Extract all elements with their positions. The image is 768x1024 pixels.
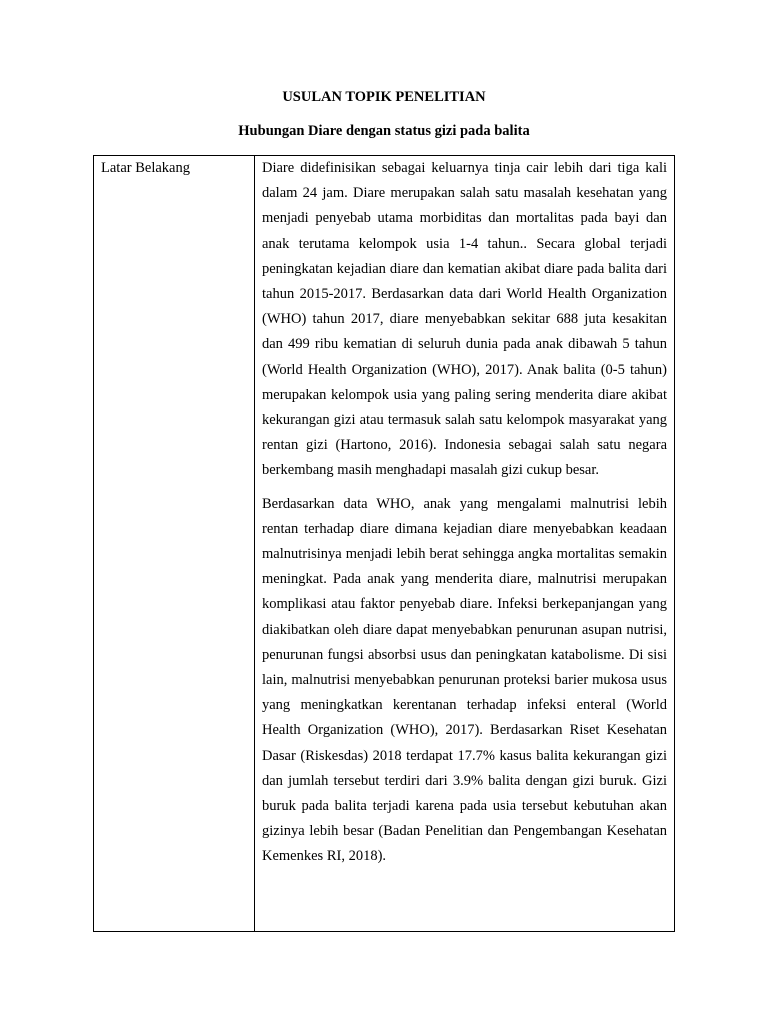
table-row [94,156,675,932]
paragraph-2: Berdasarkan data WHO, anak yang mengalami malnutrisi lebih rentan terhadap diare dimana kejadian diare menyebabkan keadaan malnutrisinya menjadi lebih berat sehingga angka mortalitas semakin meningkat. Pada anak yang menderita diare, malnutrisi merupakan komplikasi atau faktor penyebab diare. Infeksi berkepanjangan yang diakibatkan oleh diare dapat menyebabkan penurunan asupan nutrisi, penurunan fungsi absorbsi usus dan peningkatan katabolisme. Di sisi lain, malnutrisi menyebabkan penurunan proteksi barier mukosa usus yang meningkatkan kerentanan terhadap infeksi enteral (World Health Organization (WHO), 2017). Berdasarkan Riset Kesehatan Dasar (Riskesdas) 2018 terdapat 17.7% kasus balita kekurangan gizi dan jumlah tersebut terdiri dari 3.9% balita dengan gizi buruk. Gizi buruk pada balita terjadi karena pada usia tersebut kebutuhan akan gizinya lebih besar (Badan Penelitian dan Pengembangan Kesehatan Kemenkes RI, 2018). [262,495,667,865]
section-label-cell: Latar Belakang [94,156,255,932]
section-content-cell [255,156,675,932]
research-topic-table [93,155,675,932]
paragraph-1: Diare didefinisikan sebagai keluarnya tinja cair lebih dari tiga kali dalam 24 jam. Diare merupakan salah satu masalah kesehatan yang menjadi penyebab utama morbiditas dan mortalitas pada bayi dan anak terutama kelompok usia 1-4 tahun.. Secara global terjadi peningkatan kejadian diare dan kematian akibat diare pada balita dari tahun 2015-2017. Berdasarkan data dari World Health Organization (WHO) tahun 2017, diare menyebabkan sekitar 688 juta kesakitan dan 499 ribu kematian di seluruh dunia pada anak dibawah 5 tahun (World Health Organization (WHO), 2017). Anak balita (0-5 tahun) merupakan kelompok usia yang paling sering menderita diare akibat kekurangan gizi atau termasuk salah satu kelompok masyarakat yang rentan gizi (Hartono, 2016). Indonesia sebagai salah satu negara berkembang masih menghadapi masalah gizi cukup besar. [262,160,667,479]
page-title: USULAN TOPIK PENELITIAN [282,89,486,105]
page-subtitle: Hubungan Diare dengan status gizi pada balita [238,123,530,139]
